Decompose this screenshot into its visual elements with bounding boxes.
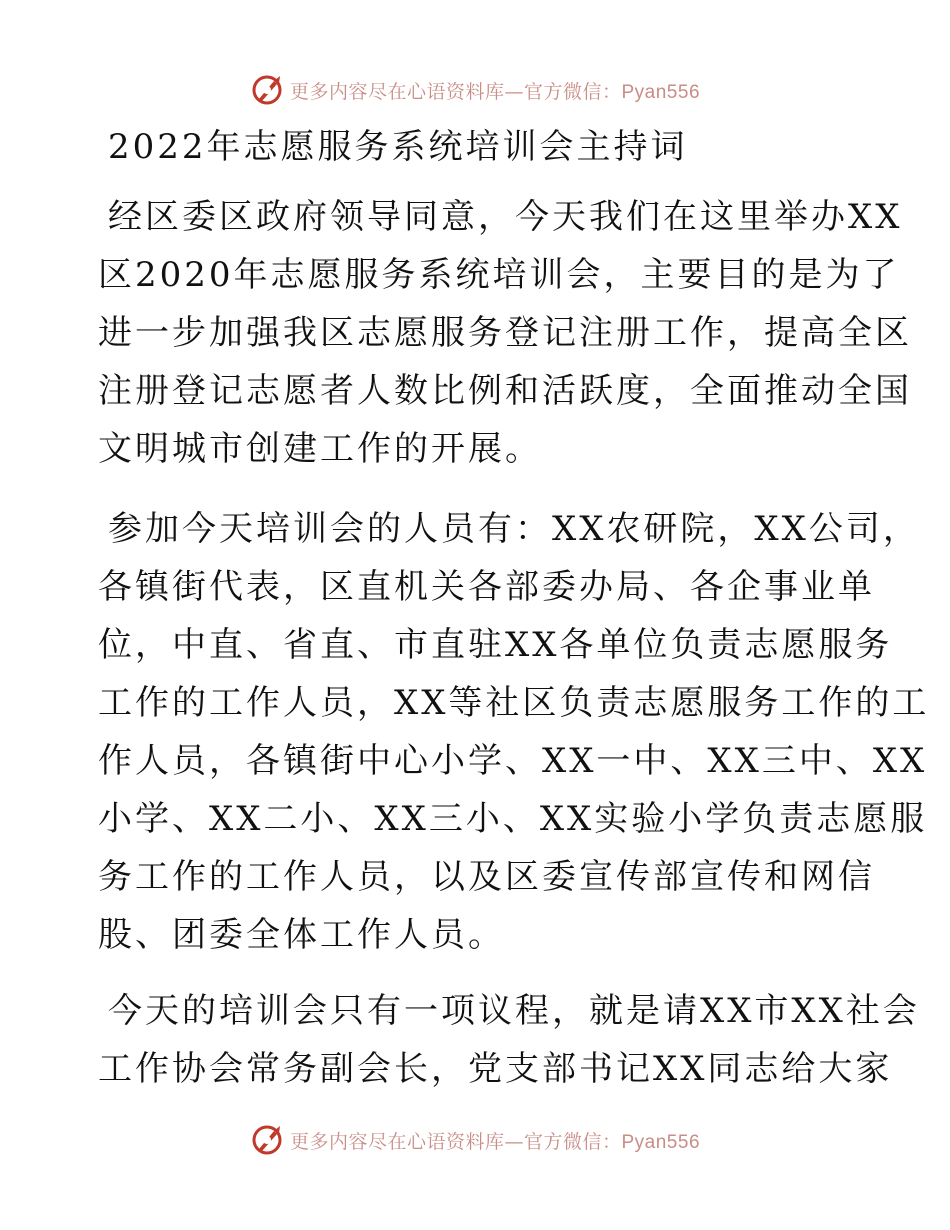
text-line: 参加今天培训会的人员有：XX农研院，XX公司， [108, 509, 920, 549]
text-line: 工作的工作人员，XX等社区负责志愿服务工作的工 [98, 683, 930, 723]
text-line: 今天的培训会只有一项议程，就是请XX市XX社会 [108, 991, 920, 1031]
quill-pen-logo-icon [250, 1123, 284, 1157]
text-line: 注册登记志愿者人数比例和活跃度，全面推动全国 [98, 371, 912, 411]
banner-text: 更多内容尽在心语资料库—官方微信：Pyan556 [289, 1130, 701, 1153]
text-line: 位，中直、省直、市直驻XX各单位负责志愿服务 [98, 625, 893, 665]
wechat-id: Pyan556 [621, 81, 701, 103]
text-line: 各镇街代表，区直机关各部委办局、各企事业单 [98, 567, 875, 607]
text-line: 区2020年志愿服务系统培训会，主要目的是为了 [98, 255, 900, 295]
text-line: 经区委区政府领导同意，今天我们在这里举办XX [108, 197, 903, 237]
text-line: 作人员，各镇街中心小学、XX一中、XX三中、XX [98, 741, 928, 781]
paragraph-2 [0, 500, 950, 964]
text-line: 工作协会常务副会长，党支部书记XX同志给大家 [98, 1049, 893, 1089]
header-banner [0, 70, 950, 110]
text-line: 进一步加强我区志愿服务登记注册工作，提高全区 [98, 313, 912, 353]
text-line: 股、团委全体工作人员。 [98, 915, 505, 955]
banner-text: 更多内容尽在心语资料库—官方微信：Pyan556 [289, 80, 701, 103]
text-line: 文明城市创建工作的开展。 [98, 429, 542, 469]
text-line: 小学、XX二小、XX三小、XX实验小学负责志愿服 [98, 799, 928, 839]
document-title: 2022年志愿服务系统培训会主持词 [108, 127, 688, 167]
paragraph-3 [0, 982, 950, 1098]
text-line: 务工作的工作人员，以及区委宣传部宣传和网信 [98, 857, 875, 897]
wechat-id: Pyan556 [621, 1131, 701, 1153]
footer-banner [0, 1120, 950, 1160]
paragraph-1 [0, 188, 950, 478]
quill-pen-logo-icon [250, 73, 284, 107]
